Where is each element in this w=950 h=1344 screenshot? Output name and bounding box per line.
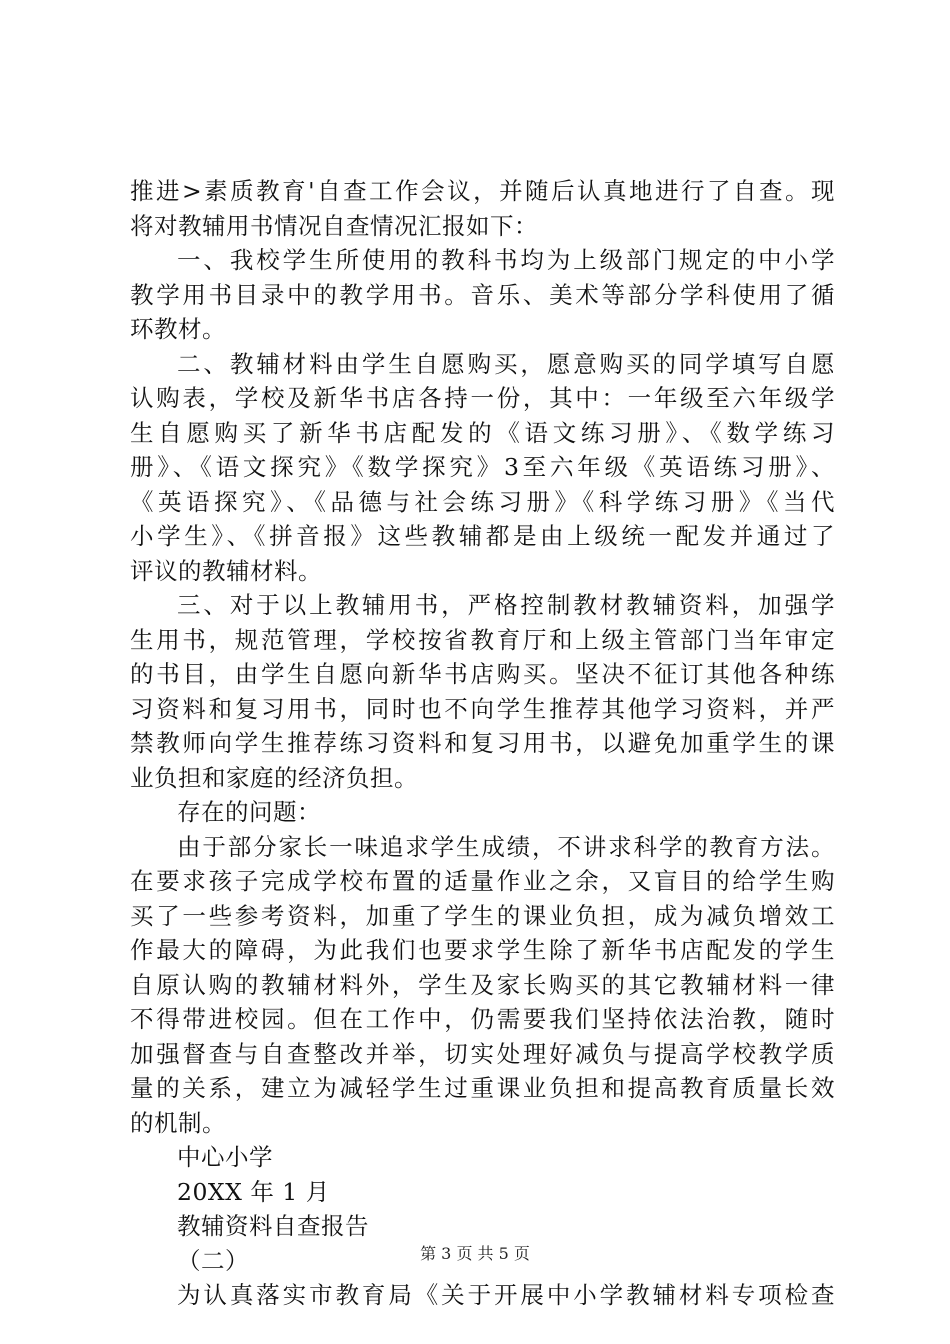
text-line: 加强督查与自查整改并举，切实处理好减负与提高学校教学质 xyxy=(130,1039,835,1068)
text-line: 业负担和家庭的经济负担。 xyxy=(130,763,418,792)
text-line: 禁教师向学生推荐练习资料和复习用书，以避免加重学生的课 xyxy=(130,729,835,757)
text-line: 自原认购的教辅材料外，学生及家长购买的其它教辅材料一律 xyxy=(130,970,835,999)
text-line: 小学生》、《拼音报》这些教辅都是由上级统一配发并通过了 xyxy=(130,522,835,550)
text-line: 环教材。 xyxy=(130,315,226,343)
text-line: 中心小学 xyxy=(177,1143,273,1171)
text-line: 二、教辅材料由学生自愿购买，愿意购买的同学填写自愿 xyxy=(177,349,835,378)
text-line: 一、我校学生所使用的教科书均为上级部门规定的中小学 xyxy=(177,246,835,274)
text-line: 生自愿购买了新华书店配发的《语文练习册》、《数学练习 xyxy=(130,418,835,447)
text-line: 作最大的障碍，为此我们也要求学生除了新华书店配发的学生 xyxy=(130,936,835,964)
document-body xyxy=(130,174,835,1313)
text-line: 的机制。 xyxy=(130,1108,226,1137)
text-line: 推进>素质教育'自查工作会议，并随后认真地进行了自查。现 xyxy=(130,177,835,205)
text-line: （二） xyxy=(177,1246,249,1275)
text-line: 不得带进校园。但在工作中，仍需要我们坚持依法治教，随时 xyxy=(130,1005,835,1033)
text-line: 量的关系，建立为减轻学生过重课业负担和提高教育质量长效 xyxy=(130,1074,835,1102)
text-line: 在要求孩子完成学校布置的适量作业之余，又盲目的给学生购 xyxy=(130,867,835,895)
text-line: 生用书，规范管理，学校按省教育厅和上级主管部门当年审定 xyxy=(130,625,835,654)
text-line: 为认真落实市教育局《关于开展中小学教辅材料专项检查 xyxy=(177,1281,835,1309)
text-line: 20XX 年 1 月 xyxy=(177,1177,330,1206)
page-footer: 第 3 页 共 5 页 xyxy=(420,1244,530,1263)
text-line: 将对教辅用书情况自查情况汇报如下： xyxy=(130,211,538,240)
text-line: 《英语探究》、《品德与社会练习册》《科学练习册》《当代 xyxy=(130,487,835,516)
text-line: 三、对于以上教辅用书，严格控制教材教辅资料，加强学 xyxy=(177,591,835,619)
text-line: 的书目，由学生自愿向新华书店购买。坚决不征订其他各种练 xyxy=(130,660,835,688)
text-line: 教辅资料自查报告 xyxy=(177,1212,369,1240)
text-line: 册》、《语文探究》《数学探究》3至六年级《英语练习册》、 xyxy=(130,453,835,481)
text-line: 由于部分家长一味追求学生成绩，不讲求科学的教育方法。 xyxy=(177,832,835,861)
text-line: 教学用书目录中的教学用书。音乐、美术等部分学科使用了循 xyxy=(130,280,835,309)
text-line: 认购表，学校及新华书店各持一份，其中：一年级至六年级学 xyxy=(130,384,835,412)
text-line: 习资料和复习用书，同时也不向学生推荐其他学习资料，并严 xyxy=(130,694,835,723)
text-line: 存在的问题： xyxy=(177,798,321,826)
text-line: 买了一些参考资料，加重了学生的课业负担，成为减负增效工 xyxy=(130,901,835,930)
text-line: 评议的教辅材料。 xyxy=(130,556,322,585)
